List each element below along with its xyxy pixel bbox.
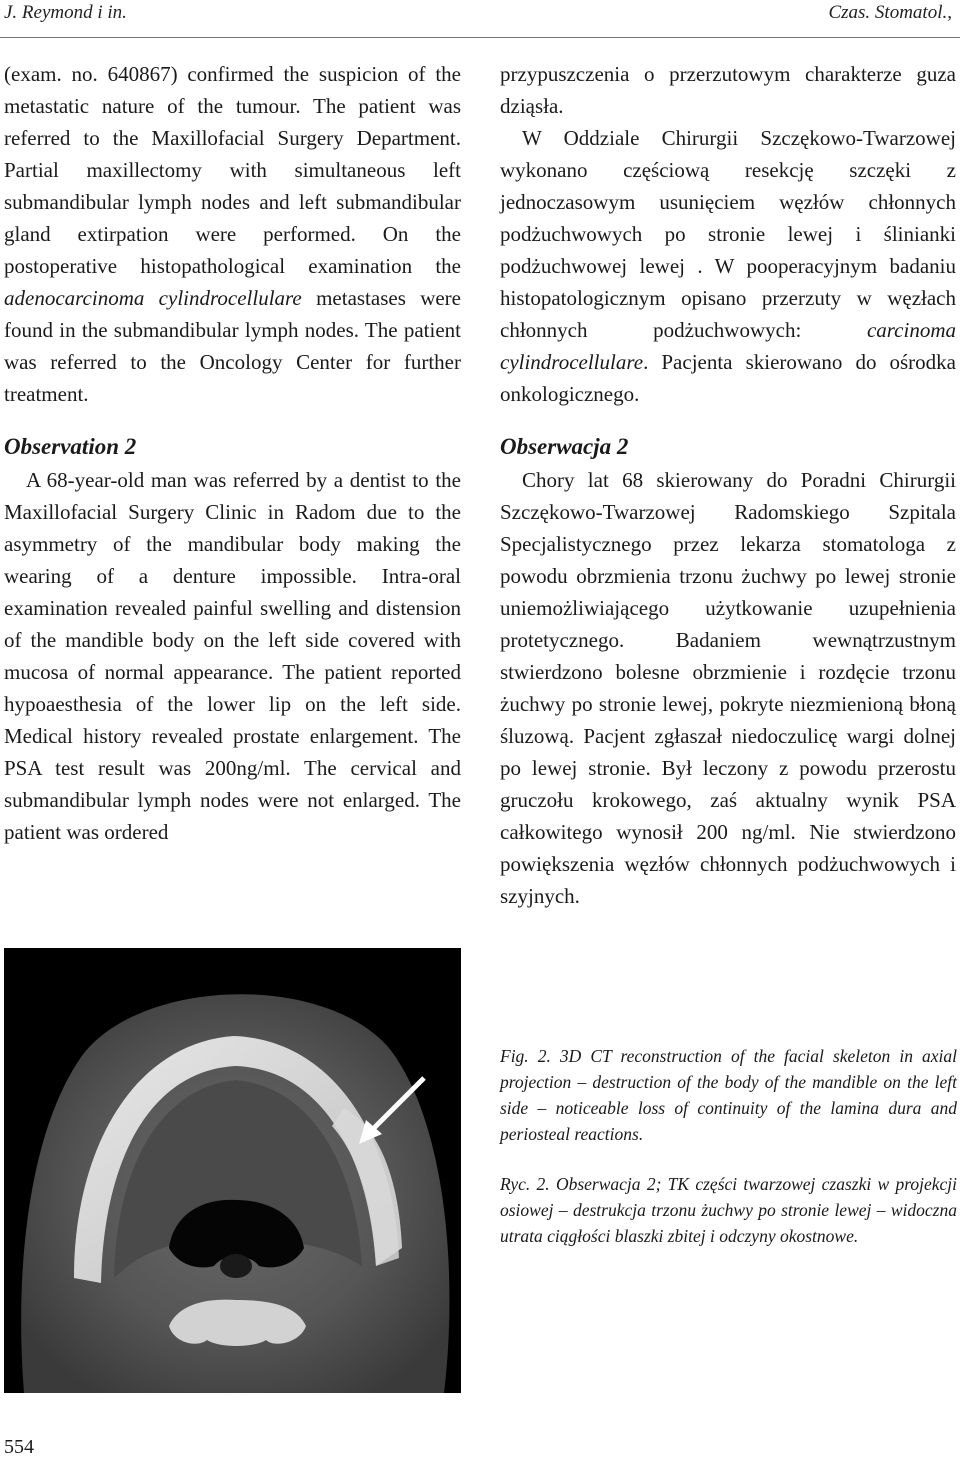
right-paragraph-1: przypuszczenia o przerzutowym charakterze guza dziąsła. [500,62,956,118]
right-column [500,58,956,912]
ct-scan-image [4,948,461,1393]
header-authors: J. Reymond i in. [4,2,127,23]
right-paragraph-3: Chory lat 68 skierowany do Poradni Chirurgii Szczękowo-Twarzowej Radomskiego Szpitala Specjalistycznego przez lekarza stomatologa z powodu obrzmienia trzonu żuchwy po lewej stronie uniemożliwiającego użytkowanie uzupełnienia protetycznego. Badaniem wewnątrzustnym stwierdzono bolesne obrzmienie i rozdęcie trzonu żuchwy po stronie lewej, pokryte niezmienioną błoną śluzową. Pacjent zgłaszał niedoczulicę wargi dolnej po lewej stronie. Był leczony z powodu przerostu gruczołu krokowego, zaś aktualny wynik PSA całkowitego wynosił 200 ng/ml. Nie stwierdzono powiększenia węzłów chłonnych podżuchwowych i szyjnych. [500,468,956,908]
running-header [0,0,960,38]
caption-pl-text: Ryc. 2. Obserwacja 2; TK części twarzowej czaszki w projekcji osiowej – destrukcja trzonu żuchwy po stronie lewej – widoczna utrata ciągłości blaszki zbitej i odczyny okostnowe. [500,1174,957,1246]
left-paragraph-2: A 68-year-old man was referred by a dentist to the Maxillofacial Surgery Clinic in Radom due to the asymmetry of the mandibular body making the wearing of a denture impossible. Intra-oral examination revealed painful swelling and distension of the mandible body on the left side covered with mucosa of normal appearance. The patient reported hypoaesthesia of the lower lip on the left side. Medical history revealed prostate enlargement. The PSA test result was 200ng/ml. The cervical and submandibular lymph nodes were not enlarged. The patient was ordered [4,468,461,844]
header-journal: Czas. Stomatol., [828,2,952,23]
figure-caption-pl [500,1171,957,1249]
figure-caption-en [500,1043,957,1147]
page-number: 554 [4,1436,34,1458]
obserwacja-heading: Obserwacja 2 [500,434,629,459]
right-paragraph-2: W Oddziale Chirurgii Szczękowo-Twarzowej wykonano częściową resekcję szczęki z jednoczasowym usunięciem węzłów chłonnych podżuchwowych po stronie lewej i ślinianki podżuchwowej lewej . W pooperacyjnym badaniu histopatologicznym opisano przerzuty w węzłach chłonnych podżuchwowych: carcinoma cylindrocellulare. Pacjenta skierowano do ośrodka onkologicznego. [500,126,956,406]
caption-en-text: Fig. 2. 3D CT reconstruction of the facial skeleton in axial projection – destruction of the body of the mandible on the left side – noticeable loss of continuity of the lamina dura and periosteal reactions. [500,1046,957,1144]
observation-heading: Observation 2 [4,434,137,459]
ct-scan-figure [4,948,461,1393]
header-rule [0,37,960,38]
left-paragraph-1: (exam. no. 640867) confirmed the suspicion of the metastatic nature of the tumour. The patient was referred to the Maxillofacial Surgery Department. Partial maxillectomy with simultaneous left submandibular lymph nodes and left submandibular gland extirpation were performed. On the postoperative histopathological examination the adenocarcinoma cylindrocellulare metastases were found in the submandibular lymph nodes. The patient was referred to the Oncology Center for further treatment. [4,62,461,406]
left-column [4,58,461,848]
